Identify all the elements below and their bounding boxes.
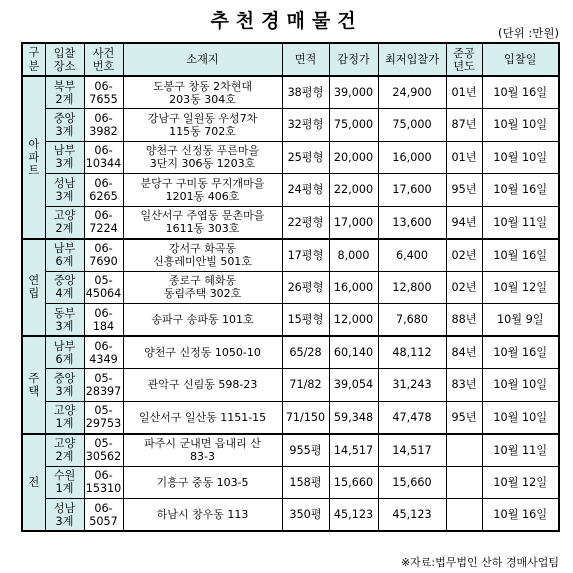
case-no-line: 10344 [85,157,122,171]
address-line: 파주시 군내면 읍내리 산 [144,437,261,450]
case-no-line: 06- [94,339,113,353]
court-line: 남부 [53,242,76,255]
header-case-no [84,43,123,76]
bid-date-cell: 10월 10일 [482,369,559,402]
category-char: 주 [28,371,40,385]
bid-date-cell: 10월 11일 [482,434,559,467]
bid-date-cell: 10월 16일 [482,499,559,532]
header-case-no-text: 사건 번호 [92,46,115,73]
min-bid-cell: 12,800 [378,271,446,304]
table-row [22,239,559,272]
bid-date-cell: 10월 16일 [482,76,559,109]
min-bid-cell: 17,600 [378,174,446,207]
source-note: ※자료:법무법인 산하 경매사업팀 [400,556,559,569]
bid-date-cell: 10월 10일 [482,401,559,434]
address-line: 기흥구 중동 103-5 [156,475,249,489]
built-year-cell: 95년 [446,401,482,434]
area-cell: 71/82 [282,369,329,402]
address-line: 양천구 신정동 1050-10 [144,346,261,359]
built-year-cell: 01년 [446,76,482,109]
court-line: 남부 [53,144,76,158]
appraisal-cell: 12,000 [329,304,378,337]
bid-date-cell: 10월 11일 [482,206,559,239]
address-cell [123,466,282,499]
address-cell [123,434,282,467]
case-no-line: 5057 [89,514,118,528]
bid-date-cell: 10월 9일 [482,304,559,337]
court-cell [45,304,84,337]
court-line: 6계 [55,255,74,268]
case-no-cell [84,401,123,434]
address-line: 1611동 303호 [165,222,240,235]
table-row [22,271,559,304]
court-line: 2계 [55,92,74,106]
address-line: 관악구 신림동 598-23 [147,378,258,392]
address-line: 도봉구 창동 2차현대 [153,79,252,93]
built-year-cell: 88년 [446,304,482,337]
case-no-line: 7690 [89,255,118,268]
court-line: 고양 [53,404,76,417]
area-cell: 17평형 [282,239,329,272]
court-cell [45,239,84,272]
case-no-cell [84,434,123,467]
min-bid-cell: 6,400 [378,239,446,272]
address-cell [123,141,282,174]
appraisal-cell: 59,348 [329,401,378,434]
court-line: 성남 [53,176,76,190]
case-no-line: 7655 [89,92,118,106]
court-line: 2계 [55,450,74,463]
area-cell: 158평 [282,466,329,499]
appraisal-cell: 20,000 [329,141,378,174]
case-no-line: 06- [94,209,113,222]
area-cell: 32평형 [282,109,329,142]
bid-date-cell: 10월 16일 [482,239,559,272]
min-bid-cell: 24,900 [378,76,446,109]
court-line: 중앙 [53,371,76,385]
court-line: 3계 [55,189,74,203]
address-line: 분당구 구미동 무지개마을 [140,176,265,190]
appraisal-cell: 39,054 [329,369,378,402]
court-line: 1계 [55,482,74,496]
category-cell [22,76,45,239]
address-line: 강남구 일원동 우성7차 [147,111,258,125]
address-cell [123,304,282,337]
min-bid-cell: 45,123 [378,499,446,532]
address-line: 3단지 306동 1203호 [149,157,256,171]
header-appraisal: 감정가 [329,43,378,76]
address-line: 1201동 406호 [165,189,240,203]
case-no-cell [84,369,123,402]
table-row [22,336,559,369]
address-cell [123,174,282,207]
case-no-cell [84,141,123,174]
built-year-cell: 83년 [446,369,482,402]
table-row [22,369,559,402]
case-no-cell [84,174,123,207]
appraisal-cell: 14,517 [329,434,378,467]
auction-table [21,42,560,532]
address-cell [123,239,282,272]
table-row [22,141,559,174]
area-cell: 15평형 [282,304,329,337]
case-no-line: 30562 [85,450,122,463]
court-line: 3계 [55,384,74,398]
header-court [45,43,84,76]
court-line: 3계 [55,124,74,138]
header-built-year-text: 준공 년도 [453,46,475,73]
court-line: 남부 [53,339,76,353]
case-no-cell [84,76,123,109]
header-address: 소재지 [123,43,282,76]
header-area: 면적 [282,43,329,76]
case-no-line: 3982 [89,124,118,138]
address-cell [123,271,282,304]
court-line: 3계 [55,157,74,171]
address-line: 강서구 화곡동 [168,242,237,255]
court-cell [45,174,84,207]
court-cell [45,206,84,239]
built-year-cell [446,434,482,467]
appraisal-cell: 60,140 [329,336,378,369]
case-no-line: 45064 [85,287,122,301]
case-no-cell [84,206,123,239]
category-char: 택 [28,384,40,398]
built-year-cell [446,466,482,499]
case-no-cell [84,304,123,337]
address-line: 115동 702호 [169,124,236,138]
address-line: 종로구 혜화동 [168,274,237,288]
case-no-cell [84,271,123,304]
bid-date-cell: 10월 10일 [482,109,559,142]
court-line: 중앙 [53,274,76,288]
court-cell [45,466,84,499]
min-bid-cell: 15,660 [378,466,446,499]
built-year-cell [446,499,482,532]
case-no-line: 28397 [85,384,122,398]
court-cell [45,141,84,174]
appraisal-cell: 75,000 [329,109,378,142]
bid-date-cell: 10월 12일 [482,271,559,304]
appraisal-cell: 16,000 [329,271,378,304]
header-bid-date: 입찰일 [482,43,559,76]
case-no-line: 05- [94,437,113,450]
court-cell [45,369,84,402]
case-no-line: 4349 [89,352,118,366]
court-cell [45,271,84,304]
category-cell [22,434,45,532]
address-line: 203동 304호 [169,92,236,106]
address-cell [123,336,282,369]
table-body [22,76,559,531]
category-char: 전 [28,475,40,489]
category-char: 트 [28,163,40,177]
table-row [22,499,559,532]
header-category-text: 구 분 [28,45,40,73]
court-line: 1계 [55,417,74,430]
category-char: 연 [28,274,40,288]
address-line: 동림주택 302호 [163,287,242,301]
built-year-cell: 87년 [446,109,482,142]
address-cell [123,369,282,402]
area-cell: 38평형 [282,76,329,109]
min-bid-cell: 47,478 [378,401,446,434]
address-cell [123,401,282,434]
address-cell [123,76,282,109]
court-line: 4계 [55,287,74,301]
built-year-cell: 02년 [446,271,482,304]
built-year-cell: 95년 [446,174,482,207]
min-bid-cell: 75,000 [378,109,446,142]
case-no-line: 06- [94,79,113,93]
area-cell: 71/150 [282,401,329,434]
bid-date-cell: 10월 10일 [482,141,559,174]
address-line: 일산서구 일산동 1151-15 [138,410,267,424]
address-line: 하남시 창우동 113 [156,508,249,521]
address-line: 일산서구 주엽동 문촌마을 [140,209,265,222]
min-bid-cell: 16,000 [378,141,446,174]
case-no-cell [84,239,123,272]
case-no-line: 6265 [89,189,118,203]
case-no-line: 06- [94,501,113,515]
unit-note: (단위 :만원) [498,26,559,40]
table-row [22,174,559,207]
bid-date-cell: 10월 12일 [482,466,559,499]
built-year-cell: 01년 [446,141,482,174]
case-no-line: 184 [92,319,115,333]
case-no-line: 05- [94,404,113,417]
bid-date-cell: 10월 16일 [482,174,559,207]
case-no-line: 05- [94,274,113,288]
court-line: 수원 [53,469,76,483]
court-line: 고양 [53,209,76,222]
area-cell: 26평형 [282,271,329,304]
court-line: 북부 [53,79,76,93]
court-line: 성남 [53,501,76,515]
table-row [22,304,559,337]
appraisal-cell: 17,000 [329,206,378,239]
table-row [22,401,559,434]
table-row [22,466,559,499]
case-no-line: 7224 [89,222,118,235]
address-line: 송파구 송파동 101호 [151,313,254,326]
court-cell [45,401,84,434]
table-header-row [22,43,559,76]
area-cell: 25평형 [282,141,329,174]
category-char: 아 [28,137,40,151]
case-no-cell [84,466,123,499]
built-year-cell: 02년 [446,239,482,272]
address-line: 83-3 [190,450,215,463]
court-cell [45,434,84,467]
case-no-line: 06- [94,176,113,190]
court-line: 3계 [55,514,74,528]
header-court-text: 입찰 장소 [53,46,76,73]
appraisal-cell: 22,000 [329,174,378,207]
min-bid-cell: 13,600 [378,206,446,239]
case-no-line: 06- [94,469,113,483]
category-cell [22,336,45,434]
case-no-line: 06- [94,306,113,320]
area-cell: 24평형 [282,174,329,207]
category-cell [22,239,45,337]
address-cell [123,499,282,532]
appraisal-cell: 8,000 [329,239,378,272]
built-year-cell: 94년 [446,206,482,239]
address-cell [123,206,282,239]
court-cell [45,76,84,109]
court-line: 동부 [53,306,76,320]
case-no-cell [84,109,123,142]
court-cell [45,109,84,142]
header-built-year [446,43,482,76]
address-cell [123,109,282,142]
min-bid-cell: 31,243 [378,369,446,402]
address-line: 신흥레미안빌 501호 [153,255,252,268]
court-cell [45,336,84,369]
court-line: 3계 [55,319,74,333]
court-line: 2계 [55,222,74,235]
case-no-line: 06- [94,111,113,125]
court-line: 6계 [55,352,74,366]
case-no-line: 05- [94,371,113,385]
case-no-line: 06- [94,242,113,255]
court-cell [45,499,84,532]
min-bid-cell: 48,112 [378,336,446,369]
appraisal-cell: 15,660 [329,466,378,499]
case-no-cell [84,336,123,369]
header-category [22,43,45,76]
min-bid-cell: 7,680 [378,304,446,337]
appraisal-cell: 39,000 [329,76,378,109]
header-min-bid: 최저입찰가 [378,43,446,76]
case-no-cell [84,499,123,532]
court-line: 중앙 [53,111,76,125]
min-bid-cell: 14,517 [378,434,446,467]
area-cell: 350평 [282,499,329,532]
court-line: 고양 [53,437,76,450]
area-cell: 955평 [282,434,329,467]
page-title: 추천경매물건 [210,10,363,32]
table-row [22,434,559,467]
table-row [22,76,559,109]
bid-date-cell: 10월 16일 [482,336,559,369]
category-char: 립 [28,287,40,301]
address-line: 양천구 신정동 푸른마을 [145,144,260,158]
table-row [22,109,559,142]
area-cell: 22평형 [282,206,329,239]
area-cell: 65/28 [282,336,329,369]
case-no-line: 29753 [85,417,122,430]
table-row [22,206,559,239]
appraisal-cell: 45,123 [329,499,378,532]
category-char: 파 [28,150,40,164]
built-year-cell: 84년 [446,336,482,369]
case-no-line: 15310 [85,482,122,496]
case-no-line: 06- [94,144,113,158]
